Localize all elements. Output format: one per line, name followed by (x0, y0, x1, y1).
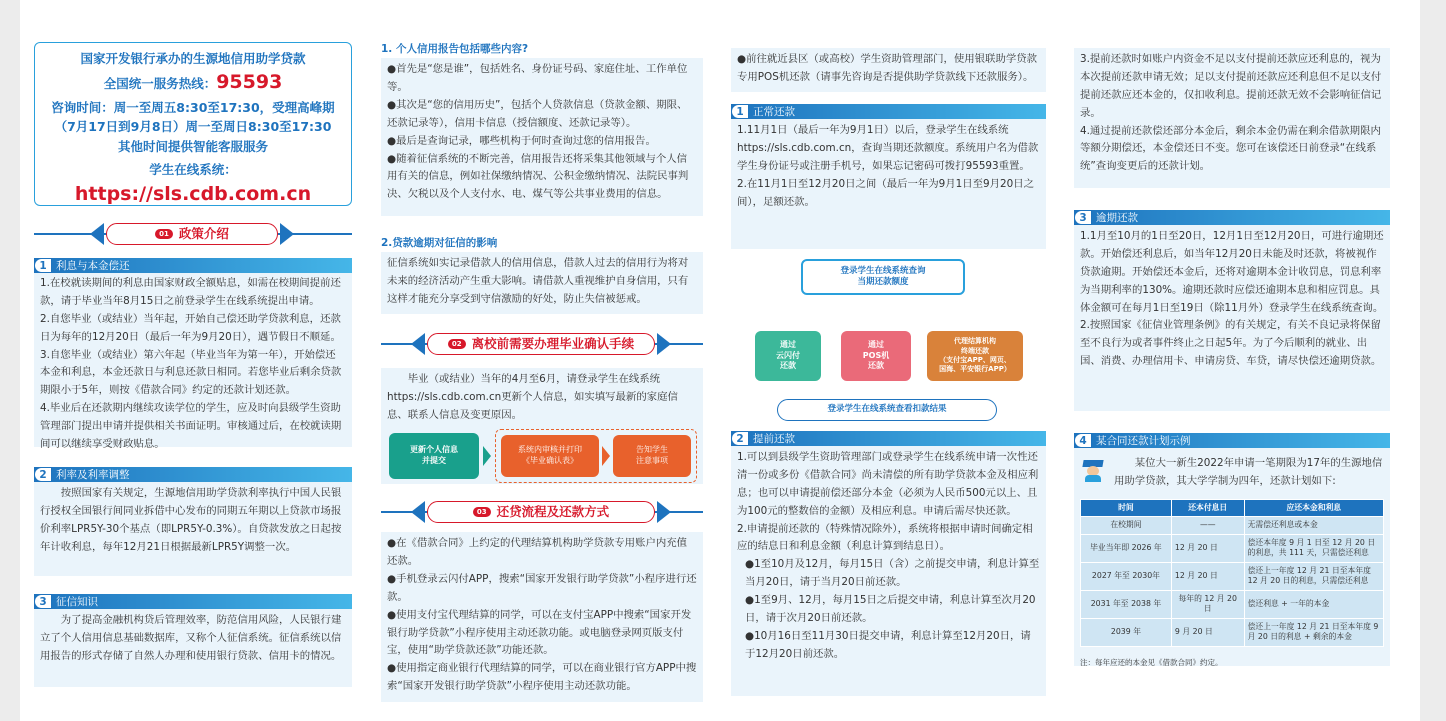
rate-text: 按照国家有关规定，生源地信用助学贷款利率执行中国人民银行授权全国银行间同业拆借中心发布的同期五年期以上贷款市场报价利率LPR5Y-30个基点（即LPR5Y-0.3%）。自贷款发放之日起按年计收利息，每年12月21日根据最新LPR5Y调整一次。 (40, 487, 342, 553)
prepay-item-3: ●1至10月及12月，每月15日（含）之前提交申请，利息计算至当月20日，请于当月20日前还款。 (745, 558, 1040, 589)
prepay-item-6: 3.提前还款时如账户内资金不足以支付提前还款应还利息的，视为本次提前还款申请无效；足以支付提前还款应还利息但不足以支付提前还款应还本金的，仅扣收利息。提前还款无效不会影响征信记录。 (1080, 53, 1382, 119)
overdue-repay-body (1074, 225, 1390, 411)
flow-step-print: 系统内审核并打印 《毕业确认表》 (501, 435, 599, 477)
section-banner-01: 01 政策介绍 (34, 222, 352, 246)
flow-step-update: 更新个人信息 并提交 (389, 433, 479, 479)
right-margin (1420, 0, 1446, 721)
left-chevron-icon (411, 333, 425, 355)
normal-repay-item-2: 2.在11月1日至12月20日之间（最后一年为9月1日至9月20日之间），足额还款。 (737, 177, 1035, 208)
credit-section-body (34, 609, 352, 687)
prepay-item-7: 4.通过提前还款偿还部分本金后，剩余本金仍需在剩余借款期限内等额分期偿还，本金偿还日不变。您可在该偿还日前登录“在线系统”查询变更后的还款计划。 (1080, 124, 1381, 173)
right-chevron-icon (657, 501, 671, 523)
repayment-methods (381, 532, 703, 702)
student-avatar-icon (1082, 460, 1104, 482)
arrow-right-icon (602, 446, 610, 466)
column-2 (381, 0, 703, 721)
flow-pos: 通过 POS机 还款 (841, 331, 911, 381)
table-row: 2031 年至 2038 年 每年的 12 月 20 日 偿还利息 + 一年的本金 (1081, 590, 1384, 618)
arrow-right-icon (483, 446, 491, 466)
program-title: 国家开发银行承办的生源地信用助学贷款 (80, 51, 306, 66)
column-1 (34, 0, 352, 721)
section-header-interest: 1 利息与本金偿还 (34, 258, 352, 273)
pos-intro (731, 48, 1046, 92)
right-chevron-icon (657, 333, 671, 355)
table-note: 注：每年应还的本金见《借款合同》约定。 (1080, 657, 1223, 667)
normal-repay-item-1: 1.11月1日（最后一年为9月1日）以后，登录学生在线系统https://sls.cdb.com.cn，查询当期还款额度。系统用户名为借款学生身份证号或注册手机号，如果忘记密码可拨打95593重置。 (737, 124, 1039, 172)
section-banner-03: 03 还贷流程及还款方式 (381, 500, 703, 524)
rate-section-body (34, 482, 352, 576)
section-header-example: 4 某合同还款计划示例 (1074, 433, 1390, 448)
interest-item-4: 4.毕业后在还款期内继续攻读学位的学生，应及时向县级学生资助管理部门提出申请并提供相关书面证明。审核通过后，在校就读期间可以继续享受财政贴息。 (40, 402, 342, 451)
hotline-box (34, 42, 352, 206)
flow-unionpay: 通过 云闪付 还款 (755, 331, 821, 381)
section-header-prepay: 2 提前还款 (731, 431, 1046, 446)
prepay-body (731, 446, 1046, 696)
normal-repay-body (731, 119, 1046, 249)
hours-line-1: 咨询时间：周一至周五8:30至17:30，受理高峰期 (51, 99, 335, 115)
section-header-overdue: 3 逾期还款 (1074, 210, 1390, 225)
right-chevron-icon (280, 223, 294, 245)
overdue-item-1: 1.1月至10月的1日至20日，12月1日至12月20日，可进行逾期还款。开始偿还利息后，如当年12月20日未能及时还款，将被视作贷款逾期。开始偿还本金后，还将对逾期本金计收罚息，罚息利率为当期利率的130%。逾期还款时应偿还逾期本息和相应罚息。具体金额可在每月1日至19日（除11月外）登录学生在线系统查询。 (1080, 230, 1384, 314)
graduation-body (381, 368, 703, 484)
prepay-item-1: 1.可以到县级学生资助管理部门或登录学生在线系统申请一次性还清一份或多份《借款合同》尚未清偿的所有助学贷款本金及相应利息；也可以申请提前偿还部分本金（必须为人民币500元以上、且为100元的整数倍的金额）及相应利息。申请后需尽快还款。 (737, 451, 1039, 517)
credit-text: 为了提高金融机构贷后管理效率，防范信用风险，人民银行建立了个人信用信息基础数据库，又称个人征信系统。征信系统以信用报告的形式存储了自然人办理和使用银行贷款、信用卡的情况。 (40, 614, 342, 662)
hours-line-3: 其他时间提供智能客服服务 (117, 138, 268, 154)
banner-title: 还贷流程及还款方式 (496, 504, 610, 520)
table-header: 还本付息日 (1171, 499, 1244, 517)
pos-intro-text: ●前往就近县区（或高校）学生资助管理部门，使用银联助学贷款专用POS机还款（请事先咨询是否提供助学贷款线下还款服务）。 (737, 53, 1038, 83)
overdue-text: 征信系统如实记录借款人的信用信息，借款人过去的信用行为将对未来的经济活动产生重大影响。请借款人重视维护自身信用，只有这样才能充分享受到守信激励的好处，防止失信被惩戒。 (387, 257, 689, 305)
column-3 (731, 0, 1046, 721)
repay-method-3: ●使用支付宝代理结算的同学，可以在支付宝APP中搜索“国家开发银行助学贷款”小程序使用主动还款功能。或电脑登录网页版支付宝，使用“助学贷款还款”功能还款。 (387, 608, 692, 657)
hotline-number: 95593 (216, 71, 283, 94)
column-4 (1074, 0, 1390, 721)
table-row: 毕业当年即 2026 年 12 月 20 日 偿还本年度 9 月 1 日至 12 月 20 日的利息，共 111 天，只需偿还利息 (1081, 534, 1384, 562)
left-chevron-icon (411, 501, 425, 523)
interest-item-1: 1.在校就读期间的利息由国家财政全额贴息，如需在校期间提前还款，请于毕业当年8月15日之前登录学生在线系统提出申请。 (40, 277, 341, 307)
credit-report-item-2: ●其次是“您的信用历史”，包括个人贷款信息（贷款金额、期限、还款记录等），信用卡信息（授信额度、还款记录等）。 (387, 98, 688, 129)
flow-step-notify: 告知学生 注意事项 (613, 435, 691, 477)
credit-report-question: 1. 个人信用报告包括哪些内容? (381, 43, 529, 55)
example-body (1074, 448, 1390, 666)
overdue-body (381, 252, 703, 314)
repay-method-2: ●手机登录云闪付APP，搜索“国家开发银行助学贷款”小程序进行还款。 (387, 572, 697, 603)
repay-method-4: ●使用指定商业银行代理结算的同学，可以在商业银行官方APP中搜索“国家开发银行助学贷款”小程序使用主动还款功能。 (387, 662, 697, 693)
credit-report-body (381, 58, 703, 216)
section-banner-02: 02 离校前需要办理毕业确认手续 (381, 332, 703, 356)
credit-report-item-3: ●最后是查询记录，哪些机构于何时查询过您的信用报告。 (387, 134, 656, 147)
banner-title: 政策介绍 (178, 226, 229, 242)
hours-line-2: （7月17日到9月8日）周一至周日8:30至17:30 (54, 119, 332, 135)
graduation-text: 毕业（或结业）当年的4月至6月，请登录学生在线系统https://sls.cdb.com.cn更新个人信息，如实填写最新的家庭信息、联系人信息及变更原因。 (387, 373, 678, 421)
flow-check-result: 登录学生在线系统查看扣款结果 (777, 399, 997, 421)
left-chevron-icon (90, 223, 104, 245)
table-header: 应还本金和利息 (1244, 499, 1383, 517)
prepay-item-2: 2.申请提前还款的（特殊情况除外），系统将根据申请时间确定相应的结息日和利息金额（利息计算到结息日）。 (737, 522, 1033, 553)
hotline-line: 全国统一服务热线：95593 (103, 71, 283, 94)
table-row: 在校期间 —— 无需偿还利息或本金 (1081, 517, 1384, 535)
table-row: 2027 年至 2030年 12 月 20 日 偿还上一年度 12 月 21 日至本年度 12 月 20 日的利息，只需偿还利息 (1081, 562, 1384, 590)
interest-section-body (34, 273, 352, 451)
graduation-flow (387, 429, 697, 487)
repay-flowchart (731, 253, 1046, 427)
prepay-item-5: ●10月16日至11月30日提交申请，利息计算至12月20日，请于12月20日前还款。 (745, 629, 1031, 660)
table-row: 2039 年 9 月 20 日 偿还上一年度 12 月 21 日至本年度 9 月 20 日的利息 + 剩余的本金 (1081, 618, 1384, 646)
flow-login-query: 登录学生在线系统查询 当期还款额度 (801, 259, 965, 295)
section-header-normal: 1 正常还款 (731, 104, 1046, 119)
section-header-rate: 2 利率及利率调整 (34, 467, 352, 482)
overdue-item-2: 2.按照国家《征信业管理条例》的有关规定，有关不良记录将保留至不良行为或者事件终止之日起5年。为了今后顺利的就业、出国、消费、办理信用卡、申请房贷、车贷，请尽快偿还逾期贷款。 (1080, 319, 1382, 368)
flow-agent-terminal: 代理结算机构 终端还款 （支付宝APP、网页、 国海、平安银行APP） (927, 331, 1023, 381)
system-label: 学生在线系统： (149, 161, 237, 177)
prepay-item-4: ●1至9月、12月，每月15日之后提交申请，利息计算至次月20日，请于次月20日前还款。 (745, 594, 1036, 625)
left-margin (0, 0, 14, 721)
system-url[interactable]: https://sls.cdb.com.cn (74, 183, 312, 206)
interest-item-3: 3.自您毕业（或结业）第六年起（毕业当年为第一年），开始偿还本金和利息，本金还款日与利息还款日相同。若您毕业后剩余贷款期限小于5年，则按《借款合同》约定的还款计划还款。 (40, 348, 342, 397)
section-header-credit: 3 征信知识 (34, 594, 352, 609)
credit-report-item-1: ●首先是“您是谁”，包括姓名、身份证号码、家庭住址、工作单位等。 (387, 63, 688, 93)
example-text: 某位大一新生2022年申请一笔期限为17年的生源地信用助学贷款，其大学学制为四年，还款计划如下: (1114, 457, 1383, 487)
table-header: 时间 (1081, 499, 1172, 517)
banner-title: 离校前需要办理毕业确认手续 (471, 336, 635, 352)
credit-report-item-4: ●随着征信系统的不断完善，信用报告还将采集其他领域与个人信用有关的信息，例如社保缴纳情况、公积金缴纳情况、法院民事判决、欠税以及个人支付水、电、煤气等公共事业费用的信息。 (387, 152, 689, 201)
overdue-question: 2.贷款逾期对征信的影响 (381, 237, 498, 250)
prepay-cont-body (1074, 48, 1390, 188)
repayment-plan-table (1080, 499, 1384, 647)
interest-item-2: 2.自您毕业（或结业）当年起，开始自己偿还助学贷款利息，还款日为每年的12月20日（最后一年为9月20日），遇节假日不顺延。 (40, 312, 341, 343)
repay-method-1: ●在《借款合同》上约定的代理结算机构助学贷款专用账户内充值还款。 (387, 537, 688, 567)
